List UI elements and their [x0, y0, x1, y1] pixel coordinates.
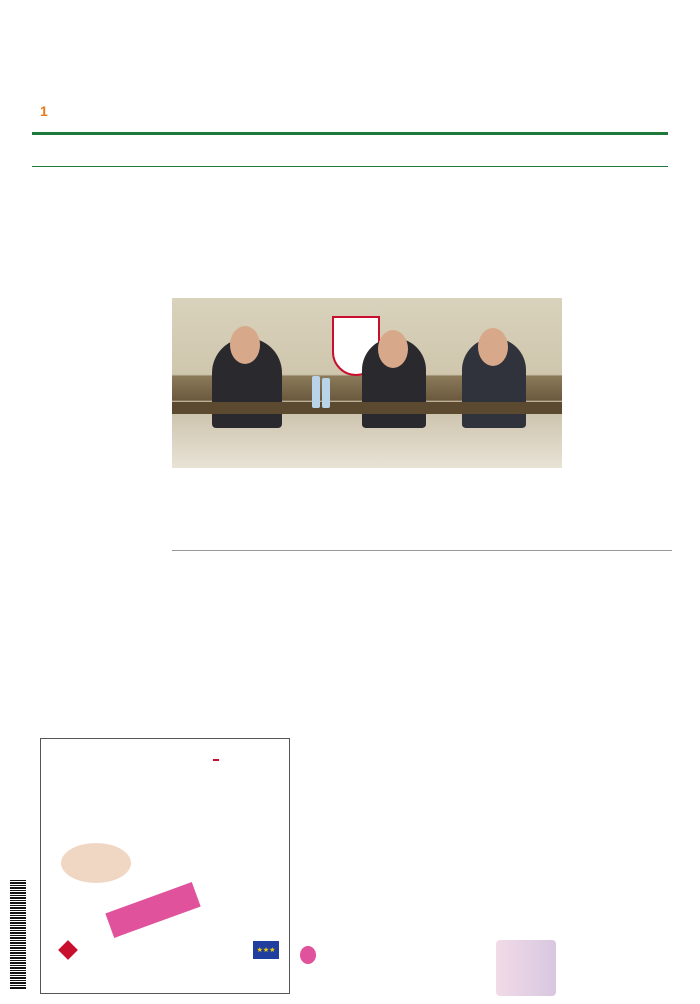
promo-badge: [105, 882, 200, 938]
second-col-2: [298, 586, 422, 928]
main-col-5: [568, 238, 674, 528]
second-col-4: [566, 586, 674, 966]
second-col-3: [430, 586, 556, 826]
rule: [32, 132, 668, 135]
people-illustration: [61, 843, 131, 883]
rehab-logo-icon: [300, 946, 316, 964]
ad-rehabilitacja[interactable]: [296, 940, 558, 996]
marg-logo: 1: [40, 103, 48, 119]
kapital-ludzki-icon: [58, 940, 78, 960]
main-col-1: [40, 238, 164, 778]
ad-mcgregor[interactable]: [40, 738, 290, 994]
issue-info: [40, 8, 130, 10]
press-photo: [172, 298, 562, 468]
eu-flag-icon: ★★★: [253, 941, 279, 959]
barcode: [10, 880, 26, 990]
rule: [32, 166, 668, 167]
body-illustration: [496, 940, 556, 996]
